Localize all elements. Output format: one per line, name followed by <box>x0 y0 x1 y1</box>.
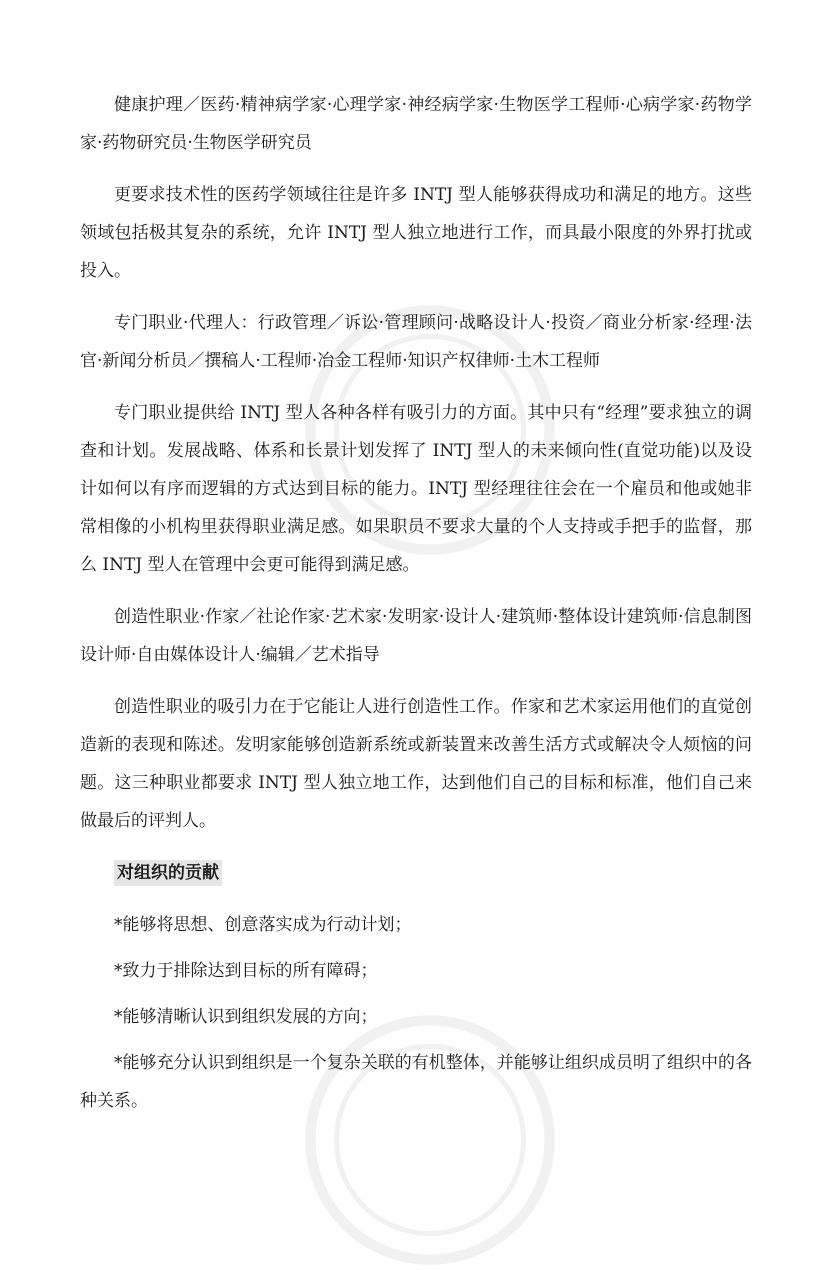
list-item: *能够充分认识到组织是一个复杂关联的有机整体，并能够让组织成员明了组织中的各种关系。 <box>80 1053 752 1111</box>
section-heading-row <box>80 854 752 892</box>
paragraph-medical-field: 更要求技术性的医药学领域往往是许多 INTJ 型人能够获得成功和满足的地方。这些领域包括极其复杂的系统，允许 INTJ 型人独立地进行工作，而具最小限度的外界打扰或投入。 <box>80 185 752 281</box>
document-body <box>80 86 752 1128</box>
paragraph-professional-appeal: 专门职业提供给 INTJ 型人各种各样有吸引力的方面。其中只有“经理”要求独立的调查和计划。发展战略、体系和长景计划发挥了 INTJ 型人的未来倾向性(直觉功能)以及设计如何以有序而逻辑的方式达到目标的能力。INTJ 型经理往往会在一个雇员和他或她非常相像的小机构里获得职业满足感。如果职员不要求大量的个人支持或手把手的监督，那么 INTJ 型人在管理中会更可能得到满足感。 <box>80 403 752 575</box>
section-heading: 对组织的贡献 <box>114 860 222 886</box>
paragraph-creative-careers: 创造性职业·作家／社论作家·艺术家·发明家·设计人·建筑师·整体设计建筑师·信息制图设计师·自由媒体设计人·编辑／艺术指导 <box>80 607 752 665</box>
list-item: *能够清晰认识到组织发展的方向； <box>114 1007 378 1027</box>
paragraph-creative-appeal: 创造性职业的吸引力在于它能让人进行创造性工作。作家和艺术家运用他们的直觉创造新的表现和陈述。发明家能够创造新系统或新装置来改善生活方式或解决令人烦恼的问题。这三种职业都要求 INTJ 型人独立地工作，达到他们自己的目标和标准，他们自己来做最后的评判人。 <box>80 697 752 831</box>
paragraph-healthcare-careers: 健康护理／医药·精神病学家·心理学家·神经病学家·生物医学工程师·心病学家·药物学家·药物研究员·生物医学研究员 <box>80 95 752 153</box>
list-item: *能够将思想、创意落实成为行动计划； <box>114 915 412 935</box>
paragraph-professional-careers: 专门职业·代理人：行政管理／诉讼·管理顾问·战略设计人·投资／商业分析家·经理·法官·新闻分析员／撰稿人·工程师·冶金工程师·知识产权律师·土木工程师 <box>80 313 752 371</box>
list-item: *致力于排除达到目标的所有障碍； <box>114 961 378 981</box>
